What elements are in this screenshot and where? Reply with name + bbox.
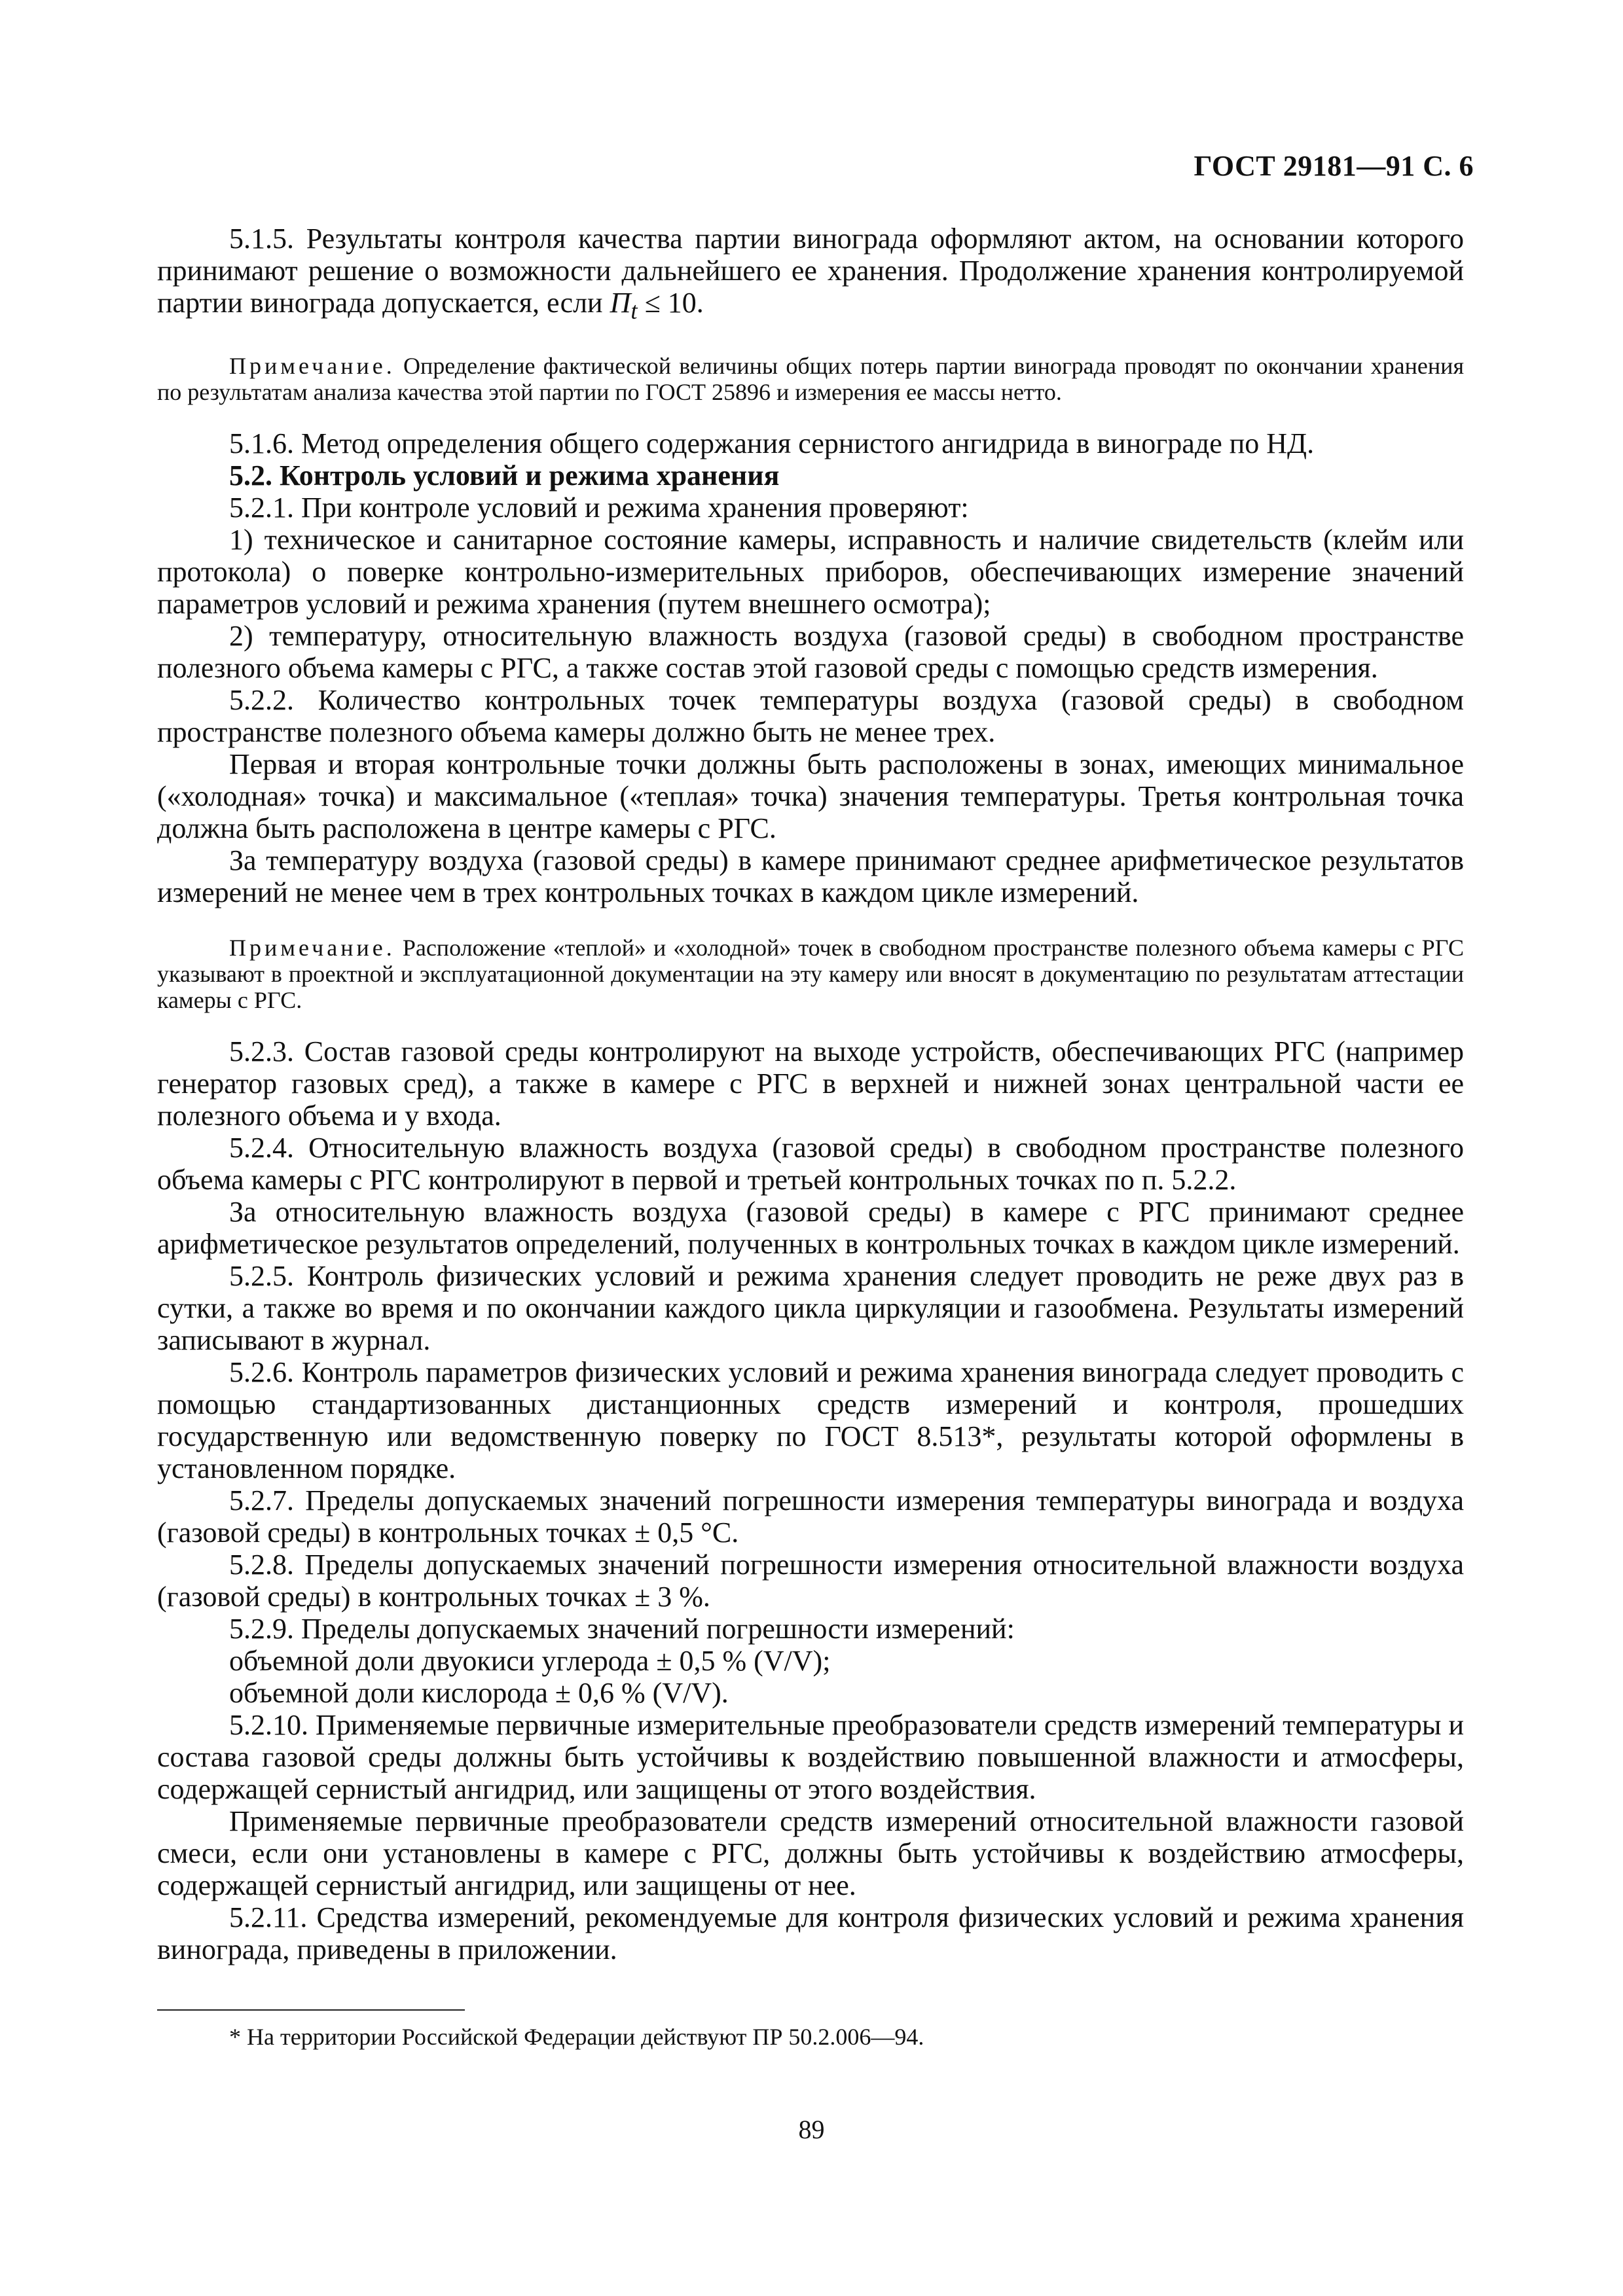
footnote-divider	[157, 2009, 465, 2011]
note-text: Определение фактической величины общих потерь партии винограда проводят по окончании хранения по результатам анализа качества этой партии по ГОСТ 25896 и измерения ее массы нетто.	[157, 352, 1464, 405]
paragraph-5-2-9: 5.2.9. Пределы допускаемых значений погрешности измерений:	[229, 1612, 1015, 1645]
list-item-2: 2) температуру, относительную влажность воздуха (газовой среды) в свободном пространстве полезного объема камеры с РГС, а также состав этой газовой среды с помощью средств измерения.	[157, 619, 1464, 684]
paragraph-5-1-6: 5.1.6. Метод определения общего содержания сернистого ангидрида в винограде по НД.	[229, 427, 1315, 459]
paragraph-5-2-4: 5.2.4. Относительную влажность воздуха (газовой среды) в свободном пространстве полезного объема камеры с РГС контролируют в первой и третьей контрольных точках по п. 5.2.2.	[157, 1131, 1464, 1196]
list-item-1: 1) техническое и санитарное состояние камеры, исправность и наличие свидетельств (клейм или протокола) о поверке контрольно-измерительных приборов, обеспечивающих измерение значений параметров условий и режима хранения (путем внешнего осмотра);	[157, 523, 1464, 620]
section-heading-5-2: 5.2. Контроль условий и режима хранения	[229, 459, 780, 492]
paragraph-5-2-8: 5.2.8. Пределы допускаемых значений погрешности измерения относительной влажности воздуха (газовой среды) в контрольных точках ± 3 %.	[157, 1548, 1464, 1613]
paragraph-5-2-9-a: объемной доли двуокиси углерода ± 0,5 % (V/V);	[229, 1644, 831, 1677]
note-2	[157, 935, 1464, 1013]
note-1	[157, 353, 1464, 405]
formula-subscript: t	[630, 296, 638, 324]
footnote: * На территории Российской Федерации действуют ПР 50.2.006—94.	[229, 2024, 924, 2050]
formula-symbol: П	[610, 287, 631, 319]
note-label: Примечание.	[229, 352, 395, 379]
page-header: ГОСТ 29181—91 С. 6	[1194, 150, 1474, 182]
paragraph-5-2-11: 5.2.11. Средства измерений, рекомендуемые для контроля физических условий и режима хранения винограда, приведены в приложении.	[157, 1901, 1464, 1965]
paragraph-5-2-2-c: За температуру воздуха (газовой среды) в камере принимают среднее арифметическое результатов измерений не менее чем в трех контрольных точках в каждом цикле измерений.	[157, 844, 1464, 908]
paragraph-5-2-1: 5.2.1. При контроле условий и режима хранения проверяют:	[229, 491, 969, 524]
paragraph-5-2-10: 5.2.10. Применяемые первичные измерительные преобразователи средств измерений температуры и состава газовой среды должны быть устойчивы к воздействию повышенной влажности и атмосферы, содержащей сернистый ангидрид, или защищены от этого воздействия.	[157, 1708, 1464, 1805]
note-text: Расположение «теплой» и «холодной» точек в свободном пространстве полезного объема камеры с РГС указывают в проектной и эксплуатационной документации на эту камеру или вносят в документацию по результатам аттестации камеры с РГС.	[157, 934, 1464, 1013]
paragraph-5-2-7: 5.2.7. Пределы допускаемых значений погрешности измерения температуры винограда и воздуха (газовой среды) в контрольных точках ± 0,5 °С.	[157, 1484, 1464, 1549]
page-number: 89	[798, 2115, 825, 2144]
paragraph-5-1-5: 5.1.5. Результаты контроля качества партии винограда оформляют актом, на основании которого принимают решение о возможности дальнейшего ее хранения. Продолжение хранения контролируемой партии винограда допускается, если $П_t \le 10$.	[157, 223, 1464, 324]
paragraph-5-2-4-b: За относительную влажность воздуха (газовой среды) в камере с РГС принимают среднее арифметическое результатов определений, полученных в контрольных точках в каждом цикле измерений.	[157, 1195, 1464, 1260]
note-label: Примечание.	[229, 934, 395, 961]
paragraph-5-2-5: 5.2.5. Контроль физических условий и режима хранения следует проводить не реже двух раз в сутки, а также во время и по окончании каждого цикла циркуляции и газообмена. Результаты измерений записывают в журнал.	[157, 1259, 1464, 1356]
paragraph-5-2-6: 5.2.6. Контроль параметров физических условий и режима хранения винограда следует проводить с помощью стандартизованных дистанционных средств измерений и контроля, прошедших государственную или ведомственную поверку по ГОСТ 8.513*, результаты которой оформлены в установленном порядке.	[157, 1355, 1464, 1484]
paragraph-5-2-2: 5.2.2. Количество контрольных точек температуры воздуха (газовой среды) в свободном пространстве полезного объема камеры должно быть не менее трех.	[157, 683, 1464, 748]
formula-tail: ≤ 10.	[637, 287, 704, 319]
paragraph-5-2-3: 5.2.3. Состав газовой среды контролируют на выходе устройств, обеспечивающих РГС (например генератор газовых сред), а также в камере с РГС в верхней и нижней зонах центральной части ее полезного объема и у входа.	[157, 1035, 1464, 1132]
paragraph-5-2-2-b: Первая и вторая контрольные точки должны быть расположены в зонах, имеющих минимальное («холодная» точка) и максимальное («теплая» точка) значения температуры. Третья контрольная точка должна быть расположена в центре камеры с РГС.	[157, 747, 1464, 844]
paragraph-5-2-9-b: объемной доли кислорода ± 0,6 % (V/V).	[229, 1676, 729, 1709]
paragraph-5-2-10-b: Применяемые первичные преобразователи средств измерений относительной влажности газовой смеси, если они установлены в камере с РГС, должны быть устойчивы к воздействию атмосферы, содержащей сернистый ангидрид, или защищены от нее.	[157, 1804, 1464, 1901]
document-body	[157, 223, 1464, 1965]
